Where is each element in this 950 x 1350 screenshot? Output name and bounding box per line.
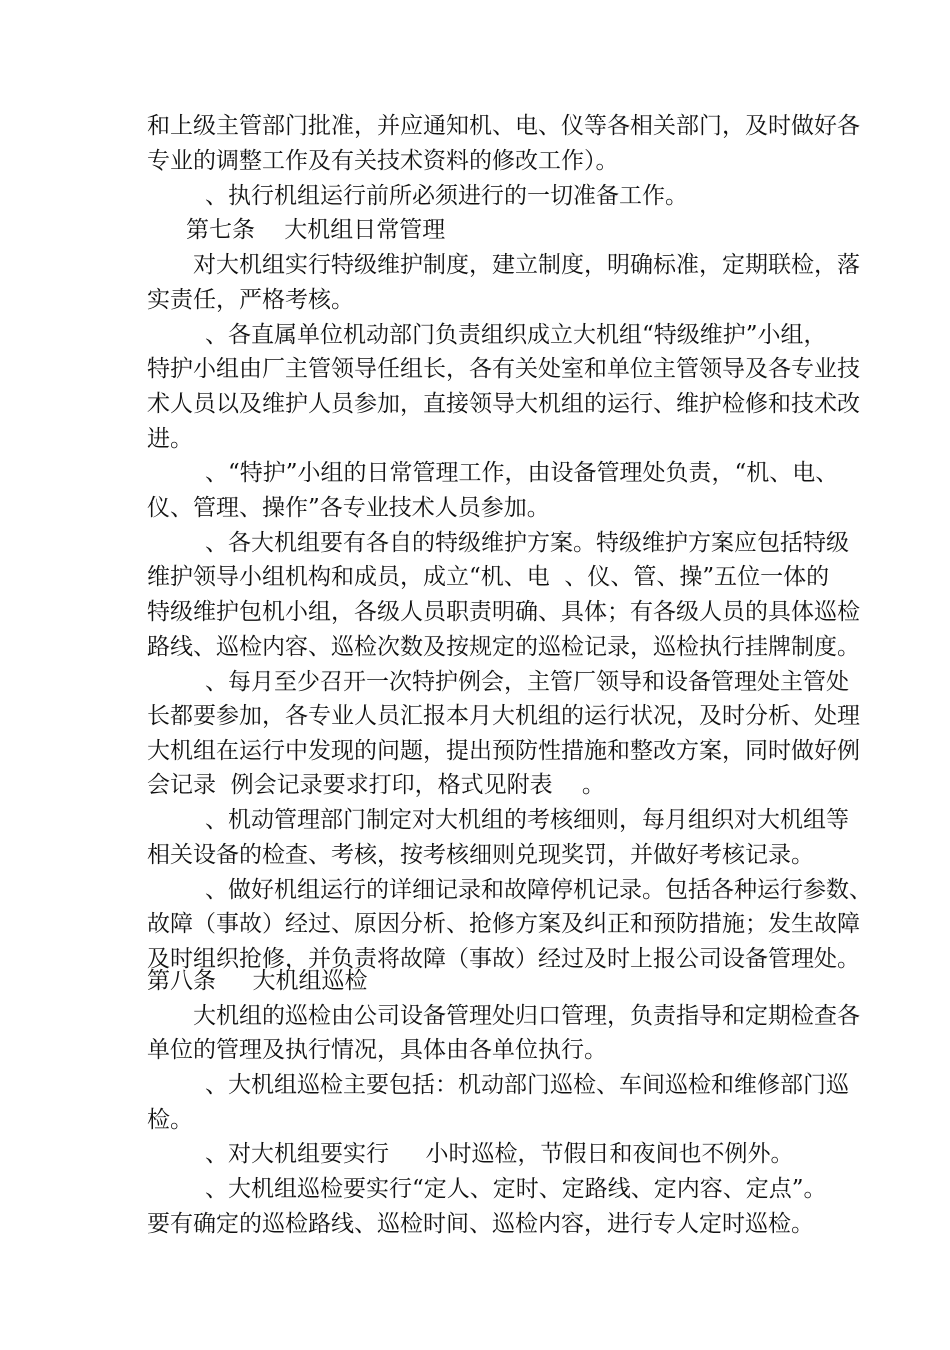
text-line: 和上级主管部门批准，并应通知机、电、仪等各相关部门，及时做好各 xyxy=(147,113,860,139)
text-line: 进。 xyxy=(147,426,193,452)
text-line: 对大机组实行特级维护制度，建立制度，明确标准，定期联检，落 xyxy=(193,252,860,278)
text-line: 术人员以及维护人员参加，直接领导大机组的运行、维护检修和技术改 xyxy=(147,391,860,417)
text-line: 要有确定的巡检路线、巡检时间、巡检内容，进行专人定时巡检。 xyxy=(147,1211,814,1237)
text-line: 、大机组巡检主要包括：机动部门巡检、车间巡检和维修部门巡 xyxy=(205,1072,849,1098)
text-line: 、各大机组要有各自的特级维护方案。特级维护方案应包括特级 xyxy=(205,530,849,556)
article-heading: 第七条 大机组日常管理 xyxy=(186,217,446,243)
text-line: 维护领导小组机构和成员，成立“机、电 、仪、管、操”五位一体的 xyxy=(147,564,830,590)
text-line: 故障（事故）经过、原因分析、抢修方案及纠正和预防措施；发生故障 xyxy=(147,911,860,937)
text-line: 路线、巡检内容、巡检次数及按规定的巡检记录，巡检执行挂牌制度。 xyxy=(147,634,860,660)
text-line: 、每月至少召开一次特护例会，主管厂领导和设备管理处主管处 xyxy=(205,669,849,695)
text-line: 长都要参加，各专业人员汇报本月大机组的运行状况，及时分析、处理 xyxy=(147,703,860,729)
text-line: 、各直属单位机动部门负责组织成立大机组“特级维护”小组， xyxy=(205,322,827,348)
text-line: 、大机组巡检要实行“定人、定时、定路线、定内容、定点”。 xyxy=(205,1176,827,1202)
text-line: 特护小组由厂主管领导任组长，各有关处室和单位主管领导及各专业技 xyxy=(147,356,860,382)
text-line: 单位的管理及执行情况，具体由各单位执行。 xyxy=(147,1037,607,1063)
text-line: 检。 xyxy=(147,1107,193,1133)
text-line: 大机组的巡检由公司设备管理处归口管理，负责指导和定期检查各 xyxy=(193,1003,860,1029)
text-line: 相关设备的检查、考核，按考核细则兑现奖罚，并做好考核记录。 xyxy=(147,842,814,868)
text-line: 、做好机组运行的详细记录和故障停机记录。包括各种运行参数、 xyxy=(205,877,872,903)
text-line: 特级维护包机小组，各级人员职责明确、具体；有各级人员的具体巡检 xyxy=(147,599,860,625)
text-line: 、对大机组要实行 小时巡检，节假日和夜间也不例外。 xyxy=(205,1141,794,1167)
article-heading: 第八条 大机组巡检 xyxy=(147,968,368,994)
text-line: 、机动管理部门制定对大机组的考核细则，每月组织对大机组等 xyxy=(205,807,849,833)
text-line: 及时组织抢修，并负责将故障（事故）经过及时上报公司设备管理处。 xyxy=(147,946,860,972)
text-line: 、“特护”小组的日常管理工作，由设备管理处负责，“机、电、 xyxy=(205,460,839,486)
text-line: 仪、管理、操作”各专业技术人员参加。 xyxy=(147,495,550,521)
text-line: 会记录 例会记录要求打印，格式见附表 。 xyxy=(147,772,605,798)
text-line: 、执行机组运行前所必须进行的一切准备工作。 xyxy=(205,183,688,209)
text-line: 专业的调整工作及有关技术资料的修改工作）。 xyxy=(147,148,619,174)
text-line: 实责任，严格考核。 xyxy=(147,287,354,313)
text-line: 大机组在运行中发现的问题，提出预防性措施和整改方案，同时做好例 xyxy=(147,738,860,764)
